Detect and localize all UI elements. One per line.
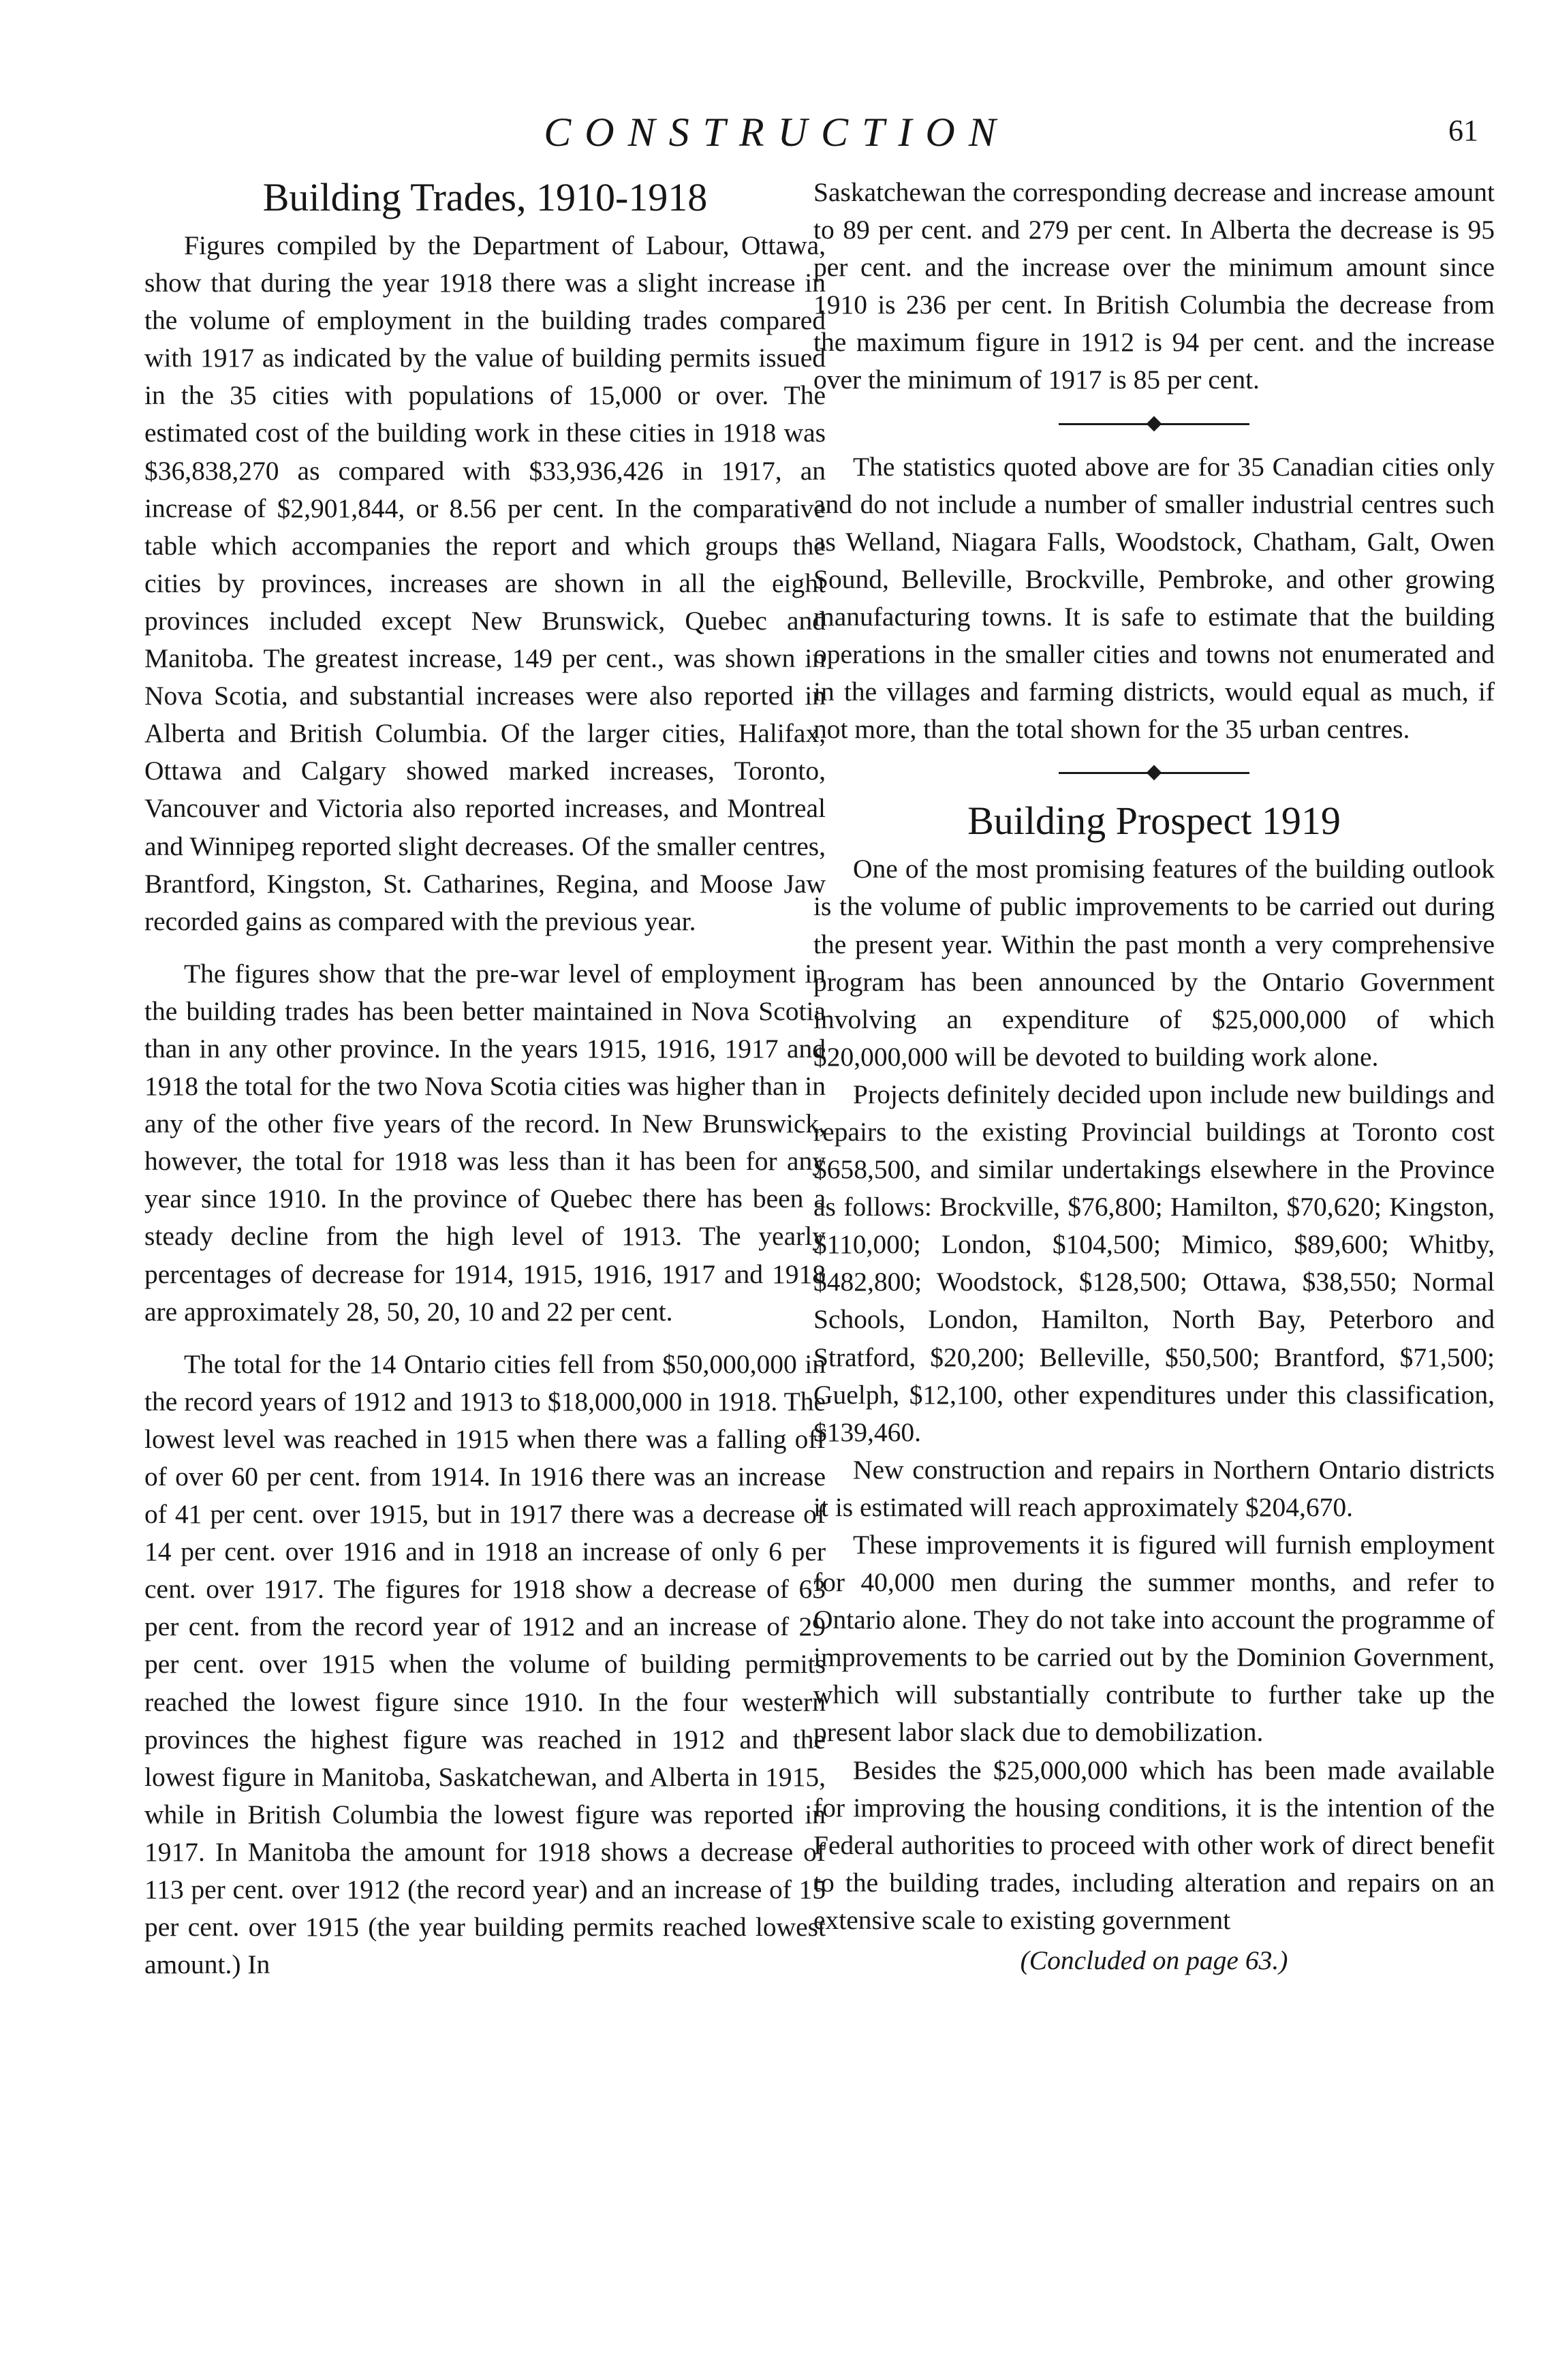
left-column: [144, 174, 826, 1983]
article-paragraph: One of the most promising features of the building outlook is the volume of public improvements to be carried out during the present year. Within the past month a very comprehensive program has been announced by the Ontario Government involving an expenditure of $25,000,000 of which $20,000,000 will be devoted to building work alone.: [813, 854, 1495, 1072]
continuation-footnote: (Concluded on page 63.): [1020, 1945, 1288, 1976]
diamond-ornament-icon: [1147, 416, 1162, 431]
article-paragraph: The figures show that the pre-war level of employment in the building trades has been better maintained in Nova Scotia than in any other province. In the years 1915, 1916, 1917 and 1918 the total for the two Nova Scotia cities was higher than in any of the other five years of the record. In New Brunswick, however, the total for 1918 was less than it has been for any year since 1910. In the province of Quebec there has been a steady decline from the high level of 1913. The yearly percentages of decrease for 1914, 1915, 1916, 1917 and 1918 are approximately 28, 50, 20, 10 and 22 per cent.: [144, 958, 826, 1327]
page-number: 61: [1448, 114, 1478, 147]
diamond-ornament-icon: [1147, 765, 1162, 781]
page-header: [0, 102, 1556, 164]
article-paragraph: Besides the $25,000,000 which has been made available for improving the housing conditions, it is the intention of the Federal authorities to proceed with other work of direct benefit to the building trades, including alteration and repairs on an extensive scale to existing government: [813, 1755, 1495, 1935]
article-paragraph: Projects definitely decided upon include new buildings and repairs to the existing Provincial buildings at Toronto cost $658,500, and similar undertakings elsewhere in the Province as follows: Brockville, $76,800; Hamilton, $70,620; Kingston, $110,000; London, $104,500; Mimico, $89,600; Whitby, $482,800; Woodstock, $128,500; Ottawa, $38,550; Normal Schools, London, Hamilton, North Bay, Peterboro and Stratford, $20,200; Belleville, $50,500; Brantford, $71,500; Guelph, $12,100, other expenditures under this classification, $139,460.: [813, 1079, 1495, 1447]
article-paragraph: Figures compiled by the Department of Labour, Ottawa, show that during the year 1918 there was a slight increase in the volume of employment in the building trades compared with 1917 as indicated by the value of building permits issued in the 35 cities with populations of 15,000 or over. The estimated cost of the building work in these cities in 1918 was $36,838,270 as compared with $33,936,426 in 1917, an increase of $2,901,844, or 8.56 per cent. In the comparative table which accompanies the report and which groups the cities by provinces, increases are shown in all the eight provinces included except New Brunswick, Quebec and Manitoba. The greatest increase, 149 per cent., was shown in Nova Scotia, and substantial increases were also reported in Alberta and British Columbia. Of the larger cities, Halifax, Ottawa and Calgary showed marked increases, Toronto, Vancouver and Victoria also reported increases, and Montreal and Winnipeg reported slight decreases. Of the smaller centres, Brantford, Kingston, St. Catharines, Regina, and Moose Jaw recorded gains as compared with the previous year.: [144, 230, 826, 936]
article-paragraph: New construction and repairs in Northern Ontario districts it is estimated will reach approximately $204,670.: [813, 1454, 1495, 1522]
article-heading-building-prospect: Building Prospect 1919: [967, 799, 1341, 844]
right-column: [813, 174, 1495, 1979]
article-paragraph-continued: Saskatchewan the corresponding decrease and increase amount to 89 per cent. and 279 per cent. In Alberta the decrease is 95 per cent. and the increase over the minimum amount since 1910 is 236 per cent. In British Columbia the decrease from the maximum figure in 1912 is 94 per cent. and the increase over the minimum of 1917 is 85 per cent.: [813, 177, 1495, 395]
section-divider: [1059, 755, 1249, 790]
article-heading-building-trades: Building Trades, 1910-1918: [262, 175, 708, 219]
running-title: CONSTRUCTION: [544, 110, 1010, 155]
section-divider: [1059, 406, 1249, 442]
article-paragraph: The total for the 14 Ontario cities fell from $50,000,000 in the record years of 1912 and 1913 to $18,000,000 in 1918. The lowest level was reached in 1915 when there was a falling off of over 60 per cent. from 1914. In 1916 there was an increase of 41 per cent. over 1915, but in 1917 there was a decrease of 14 per cent. over 1916 and in 1918 an increase of only 6 per cent. over 1917. The figures for 1918 show a decrease of 63 per cent. from the record year of 1912 and an increase of 29 per cent. over 1915 when the volume of building permits reached the lowest figure since 1910. In the four western provinces the highest figure was reached in 1912 and the lowest figure in Manitoba, Saskatchewan, and Alberta in 1915, while in British Columbia the lowest figure was reported in 1917. In Manitoba the amount for 1918 shows a decrease of 113 per cent. over 1912 (the record year) and an increase of 15 per cent. over 1915 (the year building permits reached lowest amount.) In: [144, 1348, 826, 1980]
statistics-note: The statistics quoted above are for 35 Canadian cities only and do not include a number of smaller industrial centres such as Welland, Niagara Falls, Woodstock, Chatham, Galt, Owen Sound, Belleville, Brockville, Pembroke, and other growing manufacturing towns. It is safe to estimate that the building operations in the smaller cities and towns not enumerated and in the villages and farming districts, would equal as much, if not more, than the total shown for the 35 urban centres.: [813, 451, 1495, 745]
article-paragraph: These improvements it is figured will furnish employment for 40,000 men during the summer months, and refer to Ontario alone. They do not take into account the programme of improvements to be carried out by the Dominion Government, which will substantially contribute to further take up the present labor slack due to demobilization.: [813, 1530, 1495, 1748]
